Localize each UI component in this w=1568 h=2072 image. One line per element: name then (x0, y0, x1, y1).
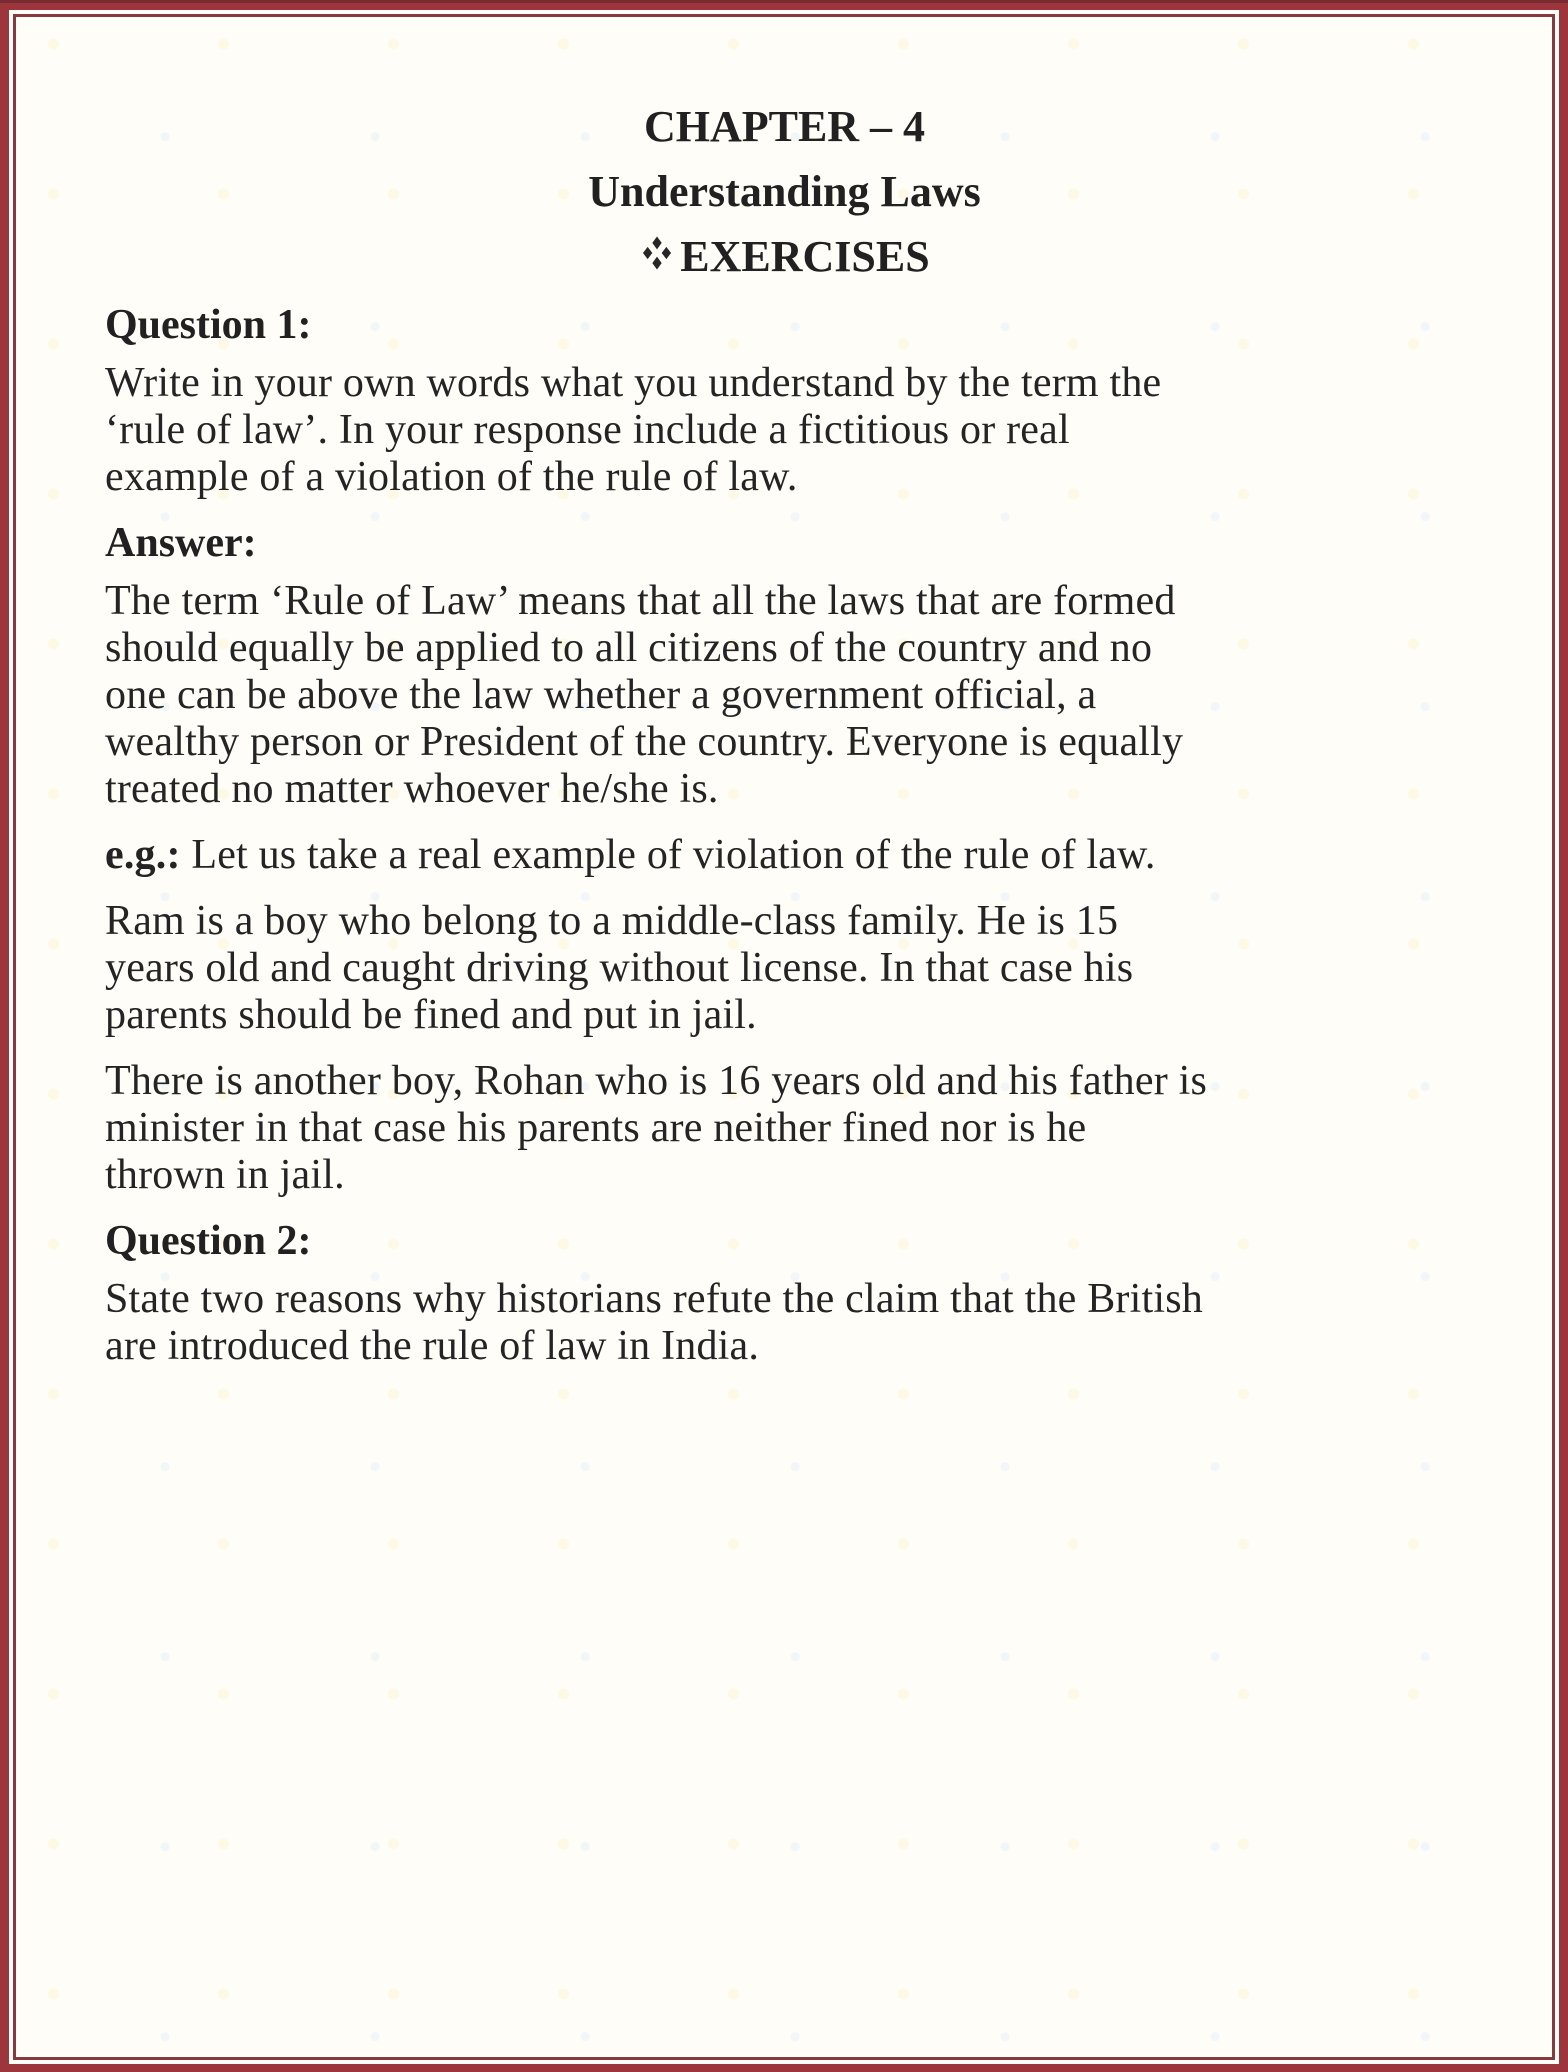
example-label: e.g.: (105, 832, 181, 878)
text-line: treated no matter whoever he/she is. (105, 766, 719, 812)
text-line: should equally be applied to all citizens of the country and no (105, 625, 1153, 671)
text-line: example of a violation of the rule of law. (105, 454, 798, 500)
text-line: ‘rule of law’. In your response include a fictitious or real (105, 407, 1070, 453)
example-text: Let us take a real example of violation of the rule of law. (180, 832, 1156, 878)
question-1-heading: Question 1: (105, 302, 312, 348)
text-line: Ram is a boy who belong to a middle-class family. He is 15 (105, 898, 1119, 944)
text-line: parents should be fined and put in jail. (105, 992, 757, 1038)
text-line: State two reasons why historians refute the claim that the British (105, 1276, 1203, 1322)
document-page (13, 14, 1555, 2060)
chapter-subtitle: Understanding Laws (588, 167, 981, 216)
question-1-text (105, 360, 1464, 501)
text-line: wealthy person or President of the country. Everyone is equally (105, 719, 1184, 765)
text-line: years old and caught driving without license. In that case his (105, 945, 1134, 991)
example-paragraph (105, 832, 1464, 879)
question-2-text (105, 1276, 1464, 1370)
question-2-heading: Question 2: (105, 1218, 312, 1264)
four-diamond-bullet-icon (639, 231, 675, 283)
rohan-paragraph (105, 1058, 1464, 1199)
exercises-heading-row (105, 231, 1464, 283)
text-line: thrown in jail. (105, 1152, 345, 1198)
chapter-title: CHAPTER – 4 (643, 102, 926, 151)
text-line: The term ‘Rule of Law’ means that all the laws that are formed (105, 578, 1176, 624)
answer-heading: Answer: (105, 520, 257, 566)
page-frame-gap (9, 10, 1559, 2064)
example-line (105, 832, 1464, 879)
text-line: one can be above the law whether a government official, a (105, 672, 1097, 718)
text-line: are introduced the rule of law in India. (105, 1323, 760, 1369)
text-line: There is another boy, Rohan who is 16 years old and his father is (105, 1058, 1208, 1104)
exercises-heading: EXERCISES (680, 232, 930, 281)
ram-paragraph (105, 898, 1464, 1039)
text-line: minister in that case his parents are neither fined nor is he (105, 1105, 1087, 1151)
answer-text (105, 578, 1464, 813)
text-line: Write in your own words what you understand by the term the (105, 360, 1162, 406)
